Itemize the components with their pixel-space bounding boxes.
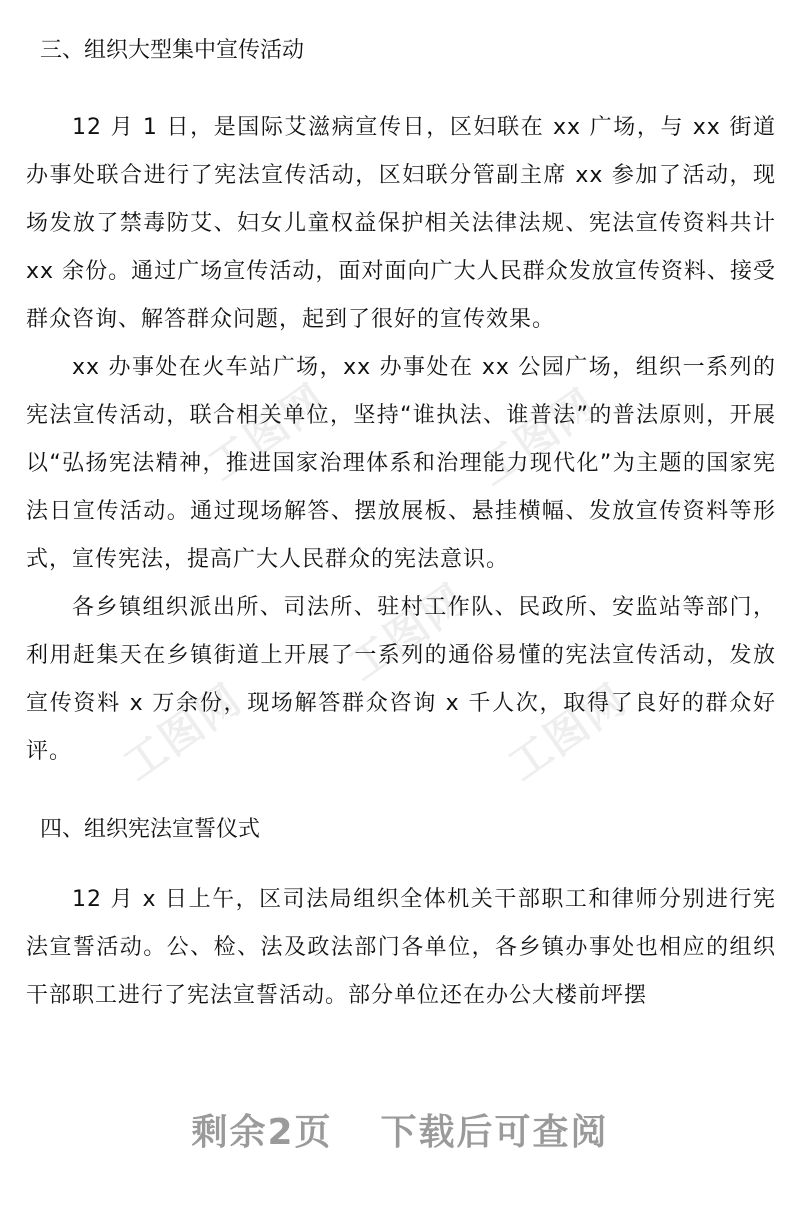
paragraph: 12 月 1 日，是国际艾滋病宣传日，区妇联在 xx 广场，与 xx 街道办事处联合进行了宪法宣传活动，区妇联分管副主席 xx 参加了活动，现场发放了禁毒防艾、妇女儿童权益保护相关法律法规、宪法宣传资料共计 xx 余份。通过广场宣传活动，面对面向广大人民群众发放宣传资料、接受群众咨询、解答群众问题，起到了很好的宣传效果。 <box>26 115 776 332</box>
watermark: 工图网 <box>199 374 336 490</box>
remaining-pages-label: 剩余2页 <box>191 1112 333 1153</box>
section-4-heading: 四、组织宪法宣誓仪式 <box>40 817 261 842</box>
section-3-heading: 三、组织大型集中宣传活动 <box>40 38 305 63</box>
watermark: 工图网 <box>499 674 636 790</box>
download-to-view-label: 下载后可查阅 <box>380 1112 609 1153</box>
watermark: 工图网 <box>114 674 251 790</box>
paragraph: 各乡镇组织派出所、司法所、驻村工作队、民政所、安监站等部门，利用赶集天在乡镇街道上开展了一系列的通俗易懂的宪法宣传活动，发放宣传资料 x 万余份，现场解答群众咨询 x 千人次，取得了良好的群众好评。 <box>26 595 776 764</box>
watermark: 工图网 <box>339 574 476 690</box>
paragraph: xx 办事处在火车站广场，xx 办事处在 xx 公园广场，组织一系列的宪法宣传活动，联合相关单位，坚持“谁执法、谁普法”的普法原则，开展以“弘扬宪法精神，推进国家治理体系和治理能力现代化”为主题的国家宪法日宣传活动。通过现场解答、摆放展板、悬挂横幅、发放宣传资料等形式，宣传宪法，提高广大人民群众的宪法意识。 <box>26 355 776 572</box>
paragraph: 12 月 x 日上午，区司法局组织全体机关干部职工和律师分别进行宪法宣誓活动。公、检、法及政法部门各单位，各乡镇办事处也相应的组织干部职工进行了宪法宣誓活动。部分单位还在办公大楼前坪摆 <box>26 887 776 1008</box>
download-prompt-banner[interactable] <box>0 1104 800 1155</box>
watermark: 工图网 <box>469 379 606 495</box>
